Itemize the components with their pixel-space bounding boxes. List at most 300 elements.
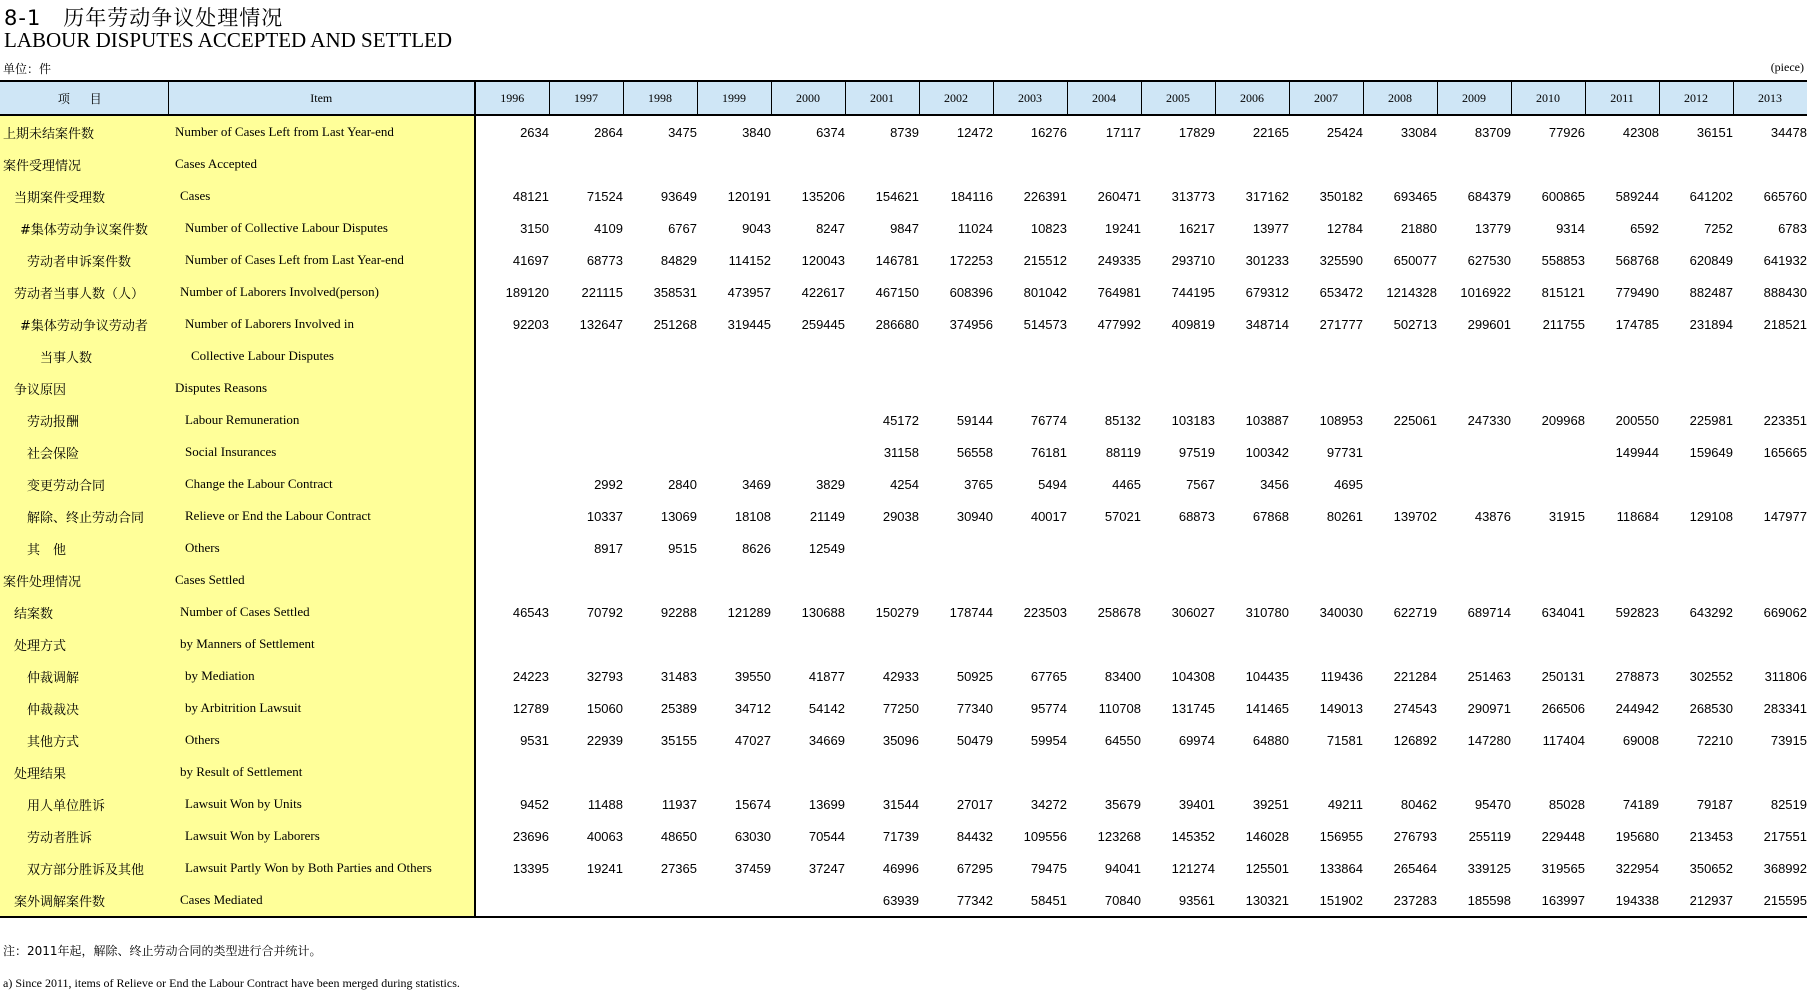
data-cell: 120043 xyxy=(801,252,845,268)
data-cell: 283341 xyxy=(1763,700,1807,716)
row-label-en: Number of Laborers Involved(person) xyxy=(168,276,475,308)
data-cell: 627530 xyxy=(1467,252,1511,268)
data-cell: 48650 xyxy=(660,828,697,844)
data-cell xyxy=(1511,468,1585,500)
row-label-cn: 处理结果 xyxy=(0,756,168,788)
data-cell: 274543 xyxy=(1393,700,1437,716)
data-cell: 108953 xyxy=(1319,412,1363,428)
data-cell: 568768 xyxy=(1615,252,1659,268)
data-cell: 317162 xyxy=(1245,188,1289,204)
data-cell: 31158 xyxy=(883,444,919,460)
data-cell: 72210 xyxy=(1696,732,1733,748)
data-cell xyxy=(1363,436,1437,468)
data-cell: 56558 xyxy=(956,444,993,460)
data-cell: 146028 xyxy=(1245,828,1289,844)
data-cell: 145352 xyxy=(1171,828,1215,844)
data-cell: 149013 xyxy=(1319,700,1363,716)
row-label-cn: 劳动者当事人数（人） xyxy=(0,276,168,308)
data-cell xyxy=(771,884,845,917)
row-label-en: Cases Settled xyxy=(168,564,475,596)
data-cell: 172253 xyxy=(949,252,993,268)
table-row xyxy=(0,468,1807,500)
data-cell xyxy=(475,532,549,564)
row-label-cn: 结案数 xyxy=(0,596,168,628)
data-cell xyxy=(623,148,697,180)
data-cell: 132647 xyxy=(579,316,623,332)
data-cell: 9043 xyxy=(742,220,771,236)
data-cell: 215595 xyxy=(1733,884,1807,917)
data-cell: 260471 xyxy=(1097,188,1141,204)
data-cell: 27017 xyxy=(956,796,993,812)
data-cell: 120191 xyxy=(727,188,771,204)
data-cell xyxy=(993,756,1067,788)
data-cell: 247330 xyxy=(1467,412,1511,428)
data-cell: 2864 xyxy=(594,124,623,140)
data-cell: 151902 xyxy=(1289,884,1363,917)
data-cell xyxy=(1733,756,1807,788)
data-cell: 348714 xyxy=(1245,316,1289,332)
data-cell: 29038 xyxy=(882,508,919,524)
data-cell: 271777 xyxy=(1319,316,1363,332)
data-cell xyxy=(1215,756,1289,788)
row-label-en: Others xyxy=(168,532,475,564)
data-cell: 302552 xyxy=(1689,668,1733,684)
table-row xyxy=(0,660,1807,692)
data-cell xyxy=(1585,532,1659,564)
data-cell: 69974 xyxy=(1178,732,1215,748)
data-cell: 10337 xyxy=(586,508,623,524)
data-cell xyxy=(1733,372,1807,404)
table-row xyxy=(0,564,1807,596)
data-cell xyxy=(697,372,771,404)
data-cell xyxy=(623,404,697,436)
data-cell: 70544 xyxy=(808,828,845,844)
data-cell: 311806 xyxy=(1764,668,1807,684)
data-cell: 39401 xyxy=(1178,796,1215,812)
data-cell xyxy=(1733,340,1807,372)
header-year: 2008 xyxy=(1363,81,1437,115)
data-cell: 117404 xyxy=(1542,732,1585,748)
data-cell xyxy=(475,436,549,468)
data-cell: 77926 xyxy=(1548,124,1585,140)
data-cell xyxy=(549,340,623,372)
data-cell: 200550 xyxy=(1615,412,1659,428)
data-cell: 301233 xyxy=(1245,252,1289,268)
data-cell: 104435 xyxy=(1245,668,1289,684)
data-cell: 665760 xyxy=(1763,188,1807,204)
table-row xyxy=(0,244,1807,276)
row-label-cn: 劳动者申诉案件数 xyxy=(0,244,168,276)
data-cell: 95470 xyxy=(1474,796,1511,812)
data-cell: 93649 xyxy=(660,188,697,204)
row-label-en: Others xyxy=(168,724,475,756)
data-cell: 74189 xyxy=(1622,796,1659,812)
data-cell: 49211 xyxy=(1327,796,1363,812)
data-cell: 64550 xyxy=(1104,732,1141,748)
data-cell xyxy=(1363,468,1437,500)
data-cell: 79475 xyxy=(1030,860,1067,876)
data-cell: 249335 xyxy=(1097,252,1141,268)
data-cell xyxy=(771,372,845,404)
data-cell: 94041 xyxy=(1104,860,1141,876)
data-cell: 67765 xyxy=(1030,668,1067,684)
data-cell: 92203 xyxy=(512,316,549,332)
data-cell: 13395 xyxy=(512,860,549,876)
data-cell xyxy=(475,564,549,596)
data-cell: 104308 xyxy=(1171,668,1215,684)
data-cell: 34272 xyxy=(1030,796,1067,812)
table-row xyxy=(0,148,1807,180)
data-cell xyxy=(1437,756,1511,788)
data-cell: 59954 xyxy=(1030,732,1067,748)
data-cell: 22165 xyxy=(1252,124,1289,140)
data-cell: 358531 xyxy=(653,284,697,300)
data-cell xyxy=(1289,628,1363,660)
data-cell: 641202 xyxy=(1689,188,1733,204)
header-year: 2009 xyxy=(1437,81,1511,115)
data-cell: 1214328 xyxy=(1386,284,1437,300)
data-cell xyxy=(919,148,993,180)
data-cell: 85028 xyxy=(1548,796,1585,812)
data-cell: 514573 xyxy=(1023,316,1067,332)
data-cell: 109556 xyxy=(1023,828,1067,844)
data-cell: 744195 xyxy=(1171,284,1215,300)
data-cell: 558853 xyxy=(1541,252,1585,268)
data-cell: 83709 xyxy=(1474,124,1511,140)
data-cell: 11488 xyxy=(587,796,623,812)
data-cell xyxy=(1141,532,1215,564)
data-cell xyxy=(1437,532,1511,564)
data-cell: 8917 xyxy=(594,540,623,556)
data-cell xyxy=(1659,756,1733,788)
data-cell: 40063 xyxy=(586,828,623,844)
data-cell: 77250 xyxy=(882,700,919,716)
data-cell: 34669 xyxy=(808,732,845,748)
data-cell xyxy=(1437,468,1511,500)
header-year: 1996 xyxy=(475,81,549,115)
data-cell: 477992 xyxy=(1097,316,1141,332)
data-cell: 19241 xyxy=(1104,220,1141,236)
data-cell xyxy=(993,340,1067,372)
data-cell: 278873 xyxy=(1615,668,1659,684)
data-cell: 255119 xyxy=(1468,828,1511,844)
data-cell: 368992 xyxy=(1763,860,1807,876)
data-cell xyxy=(549,884,623,917)
data-cell: 13069 xyxy=(660,508,697,524)
footnote-en: a) Since 2011, items of Relieve or End the Labour Contract have been merged during statistics. xyxy=(3,976,460,990)
data-cell: 6592 xyxy=(1630,220,1659,236)
data-cell: 764981 xyxy=(1097,284,1141,300)
data-cell: 12472 xyxy=(956,124,993,140)
header-year: 2011 xyxy=(1585,81,1659,115)
data-cell xyxy=(1437,340,1511,372)
row-label-en: Labour Remuneration xyxy=(168,404,475,436)
data-cell: 84829 xyxy=(660,252,697,268)
header-year: 2001 xyxy=(845,81,919,115)
data-cell: 36151 xyxy=(1696,124,1733,140)
row-label-cn: 案件受理情况 xyxy=(0,148,168,180)
data-cell xyxy=(1659,468,1733,500)
unit-label-cn: 单位：件 xyxy=(3,62,52,76)
data-cell: 259445 xyxy=(801,316,845,332)
data-cell: 3829 xyxy=(816,476,845,492)
data-cell: 2634 xyxy=(520,124,549,140)
data-cell xyxy=(1363,372,1437,404)
data-cell: 8626 xyxy=(742,540,771,556)
table-body xyxy=(0,115,1807,917)
data-cell xyxy=(993,564,1067,596)
data-cell xyxy=(549,148,623,180)
table-title-en: LABOUR DISPUTES ACCEPTED AND SETTLED xyxy=(4,28,453,52)
table-row xyxy=(0,820,1807,852)
data-cell: 251268 xyxy=(653,316,697,332)
data-cell: 223503 xyxy=(1023,604,1067,620)
data-cell: 67295 xyxy=(956,860,993,876)
data-cell xyxy=(919,340,993,372)
data-cell xyxy=(549,372,623,404)
data-cell: 22939 xyxy=(586,732,623,748)
data-cell xyxy=(771,148,845,180)
data-cell xyxy=(1363,340,1437,372)
header-year: 1998 xyxy=(623,81,697,115)
data-cell xyxy=(623,628,697,660)
data-cell xyxy=(1511,436,1585,468)
data-cell xyxy=(845,756,919,788)
data-cell: 3840 xyxy=(742,124,771,140)
header-year: 2012 xyxy=(1659,81,1733,115)
data-cell: 592823 xyxy=(1615,604,1659,620)
data-cell xyxy=(1659,628,1733,660)
data-cell: 141465 xyxy=(1245,700,1289,716)
data-cell xyxy=(1585,628,1659,660)
data-cell xyxy=(1511,628,1585,660)
data-cell: 58451 xyxy=(993,884,1067,917)
data-cell: 154621 xyxy=(875,188,919,204)
data-cell: 83400 xyxy=(1104,668,1141,684)
data-cell: 620849 xyxy=(1689,252,1733,268)
header-item-en: Item xyxy=(168,81,475,115)
data-cell xyxy=(475,468,549,500)
data-cell: 32793 xyxy=(586,668,623,684)
data-cell: 77342 xyxy=(919,884,993,917)
data-cell: 130321 xyxy=(1215,884,1289,917)
data-cell: 693465 xyxy=(1393,188,1437,204)
data-cell xyxy=(697,884,771,917)
data-cell xyxy=(1215,372,1289,404)
data-cell: 299601 xyxy=(1467,316,1511,332)
data-cell xyxy=(845,628,919,660)
data-cell: 37459 xyxy=(734,860,771,876)
header-year: 2002 xyxy=(919,81,993,115)
data-cell: 265464 xyxy=(1393,860,1437,876)
data-cell xyxy=(919,756,993,788)
data-cell xyxy=(549,436,623,468)
data-cell xyxy=(1437,372,1511,404)
data-cell: 322954 xyxy=(1615,860,1659,876)
data-cell: 76181 xyxy=(1030,444,1067,460)
data-cell: 10823 xyxy=(1030,220,1067,236)
header-year: 2010 xyxy=(1511,81,1585,115)
data-cell: 8739 xyxy=(890,124,919,140)
data-cell: 165665 xyxy=(1763,444,1807,460)
data-cell: 25424 xyxy=(1326,124,1363,140)
data-cell xyxy=(1585,372,1659,404)
row-label-cn: 处理方式 xyxy=(0,628,168,660)
data-cell xyxy=(1289,564,1363,596)
header-item-cn: 项 目 xyxy=(0,81,168,115)
data-cell xyxy=(1363,564,1437,596)
data-cell xyxy=(1363,756,1437,788)
data-cell: 178744 xyxy=(949,604,993,620)
data-cell: 2840 xyxy=(668,476,697,492)
data-cell: 103183 xyxy=(1171,412,1215,428)
data-cell: 123268 xyxy=(1097,828,1141,844)
data-cell: 147280 xyxy=(1467,732,1511,748)
data-cell: 622719 xyxy=(1393,604,1437,620)
row-label-cn: #集体劳动争议案件数 xyxy=(0,212,168,244)
data-cell xyxy=(475,404,549,436)
row-label-cn: 变更劳动合同 xyxy=(0,468,168,500)
table-row xyxy=(0,724,1807,756)
data-cell xyxy=(697,404,771,436)
data-cell: 679312 xyxy=(1245,284,1289,300)
row-label-cn: 用人单位胜诉 xyxy=(0,788,168,820)
data-cell: 35155 xyxy=(660,732,697,748)
table-row xyxy=(0,212,1807,244)
data-cell: 340030 xyxy=(1319,604,1363,620)
data-cell xyxy=(1733,532,1807,564)
data-cell: 118684 xyxy=(1616,508,1659,524)
table-row xyxy=(0,340,1807,372)
data-cell: 16276 xyxy=(1030,124,1067,140)
footnote-cn: 注：2011年起，解除、终止劳动合同的类型进行合并统计。 xyxy=(3,944,322,958)
row-label-en: Number of Cases Settled xyxy=(168,596,475,628)
data-cell xyxy=(1511,756,1585,788)
data-cell: 286680 xyxy=(875,316,919,332)
data-cell xyxy=(1067,148,1141,180)
data-cell: 221284 xyxy=(1393,668,1437,684)
row-label-cn: 争议原因 xyxy=(0,372,168,404)
data-cell xyxy=(1659,372,1733,404)
row-label-cn: 双方部分胜诉及其他 xyxy=(0,852,168,884)
data-cell: 218521 xyxy=(1763,316,1807,332)
data-cell xyxy=(1733,148,1807,180)
header-year: 2003 xyxy=(993,81,1067,115)
data-cell: 121274 xyxy=(1171,860,1215,876)
data-cell xyxy=(1437,564,1511,596)
row-label-en: by Result of Settlement xyxy=(168,756,475,788)
data-cell: 669062 xyxy=(1763,604,1807,620)
data-cell xyxy=(1585,340,1659,372)
data-cell: 12784 xyxy=(1326,220,1363,236)
data-cell: 18108 xyxy=(734,508,771,524)
data-cell: 9314 xyxy=(1556,220,1585,236)
data-cell xyxy=(1511,148,1585,180)
data-cell xyxy=(475,500,549,532)
row-label-en: Change the Labour Contract xyxy=(168,468,475,500)
table-row xyxy=(0,884,1807,917)
data-cell xyxy=(993,372,1067,404)
data-cell: 268530 xyxy=(1689,700,1733,716)
data-cell: 223351 xyxy=(1763,412,1807,428)
header-year: 1997 xyxy=(549,81,623,115)
data-cell: 650077 xyxy=(1393,252,1437,268)
data-cell: 882487 xyxy=(1689,284,1733,300)
data-cell xyxy=(919,372,993,404)
data-cell: 34712 xyxy=(734,700,771,716)
data-cell: 48121 xyxy=(512,188,549,204)
data-cell: 16217 xyxy=(1178,220,1215,236)
data-cell: 1016922 xyxy=(1460,284,1511,300)
data-cell xyxy=(1141,340,1215,372)
data-cell: 608396 xyxy=(949,284,993,300)
data-cell: 41877 xyxy=(808,668,845,684)
data-cell: 653472 xyxy=(1319,284,1363,300)
data-cell: 77340 xyxy=(956,700,993,716)
data-cell: 350182 xyxy=(1319,188,1363,204)
data-cell: 11937 xyxy=(661,796,697,812)
data-cell: 45172 xyxy=(882,412,919,428)
data-cell: 163997 xyxy=(1511,884,1585,917)
data-cell: 374956 xyxy=(949,316,993,332)
data-cell: 313773 xyxy=(1171,188,1215,204)
data-cell: 473957 xyxy=(727,284,771,300)
data-cell: 9847 xyxy=(890,220,919,236)
labour-disputes-table xyxy=(0,80,1807,918)
data-cell xyxy=(1733,628,1807,660)
data-cell: 3765 xyxy=(964,476,993,492)
data-cell: 231894 xyxy=(1689,316,1733,332)
data-cell xyxy=(1659,532,1733,564)
data-cell: 888430 xyxy=(1763,284,1807,300)
data-cell xyxy=(1585,148,1659,180)
data-cell: 50479 xyxy=(956,732,993,748)
table-row xyxy=(0,372,1807,404)
data-cell xyxy=(1067,340,1141,372)
header-year: 1999 xyxy=(697,81,771,115)
unit-label-en: (piece) xyxy=(1770,60,1804,74)
data-cell: 12549 xyxy=(808,540,845,556)
data-cell: 19241 xyxy=(586,860,623,876)
data-cell: 125501 xyxy=(1245,860,1289,876)
data-cell: 80261 xyxy=(1326,508,1363,524)
data-cell: 147977 xyxy=(1763,508,1807,524)
data-cell: 57021 xyxy=(1104,508,1141,524)
table-row xyxy=(0,436,1807,468)
data-cell: 6767 xyxy=(668,220,697,236)
data-cell xyxy=(1511,372,1585,404)
row-label-cn: 劳动报酬 xyxy=(0,404,168,436)
data-cell: 6374 xyxy=(816,124,845,140)
data-cell: 110708 xyxy=(1098,700,1141,716)
data-cell xyxy=(1585,468,1659,500)
data-cell: 467150 xyxy=(875,284,919,300)
data-cell: 70840 xyxy=(1067,884,1141,917)
data-cell: 40017 xyxy=(1030,508,1067,524)
data-cell: 42933 xyxy=(882,668,919,684)
row-label-en: Cases Accepted xyxy=(168,148,475,180)
data-cell: 149944 xyxy=(1615,444,1659,460)
data-cell xyxy=(771,564,845,596)
data-cell xyxy=(623,884,697,917)
row-label-en: Number of Cases Left from Last Year-end xyxy=(168,244,475,276)
row-label-cn: 仲裁裁决 xyxy=(0,692,168,724)
data-cell xyxy=(993,532,1067,564)
data-cell: 139702 xyxy=(1393,508,1437,524)
data-cell: 7252 xyxy=(1704,220,1733,236)
row-label-cn: 案件处理情况 xyxy=(0,564,168,596)
data-cell xyxy=(549,404,623,436)
